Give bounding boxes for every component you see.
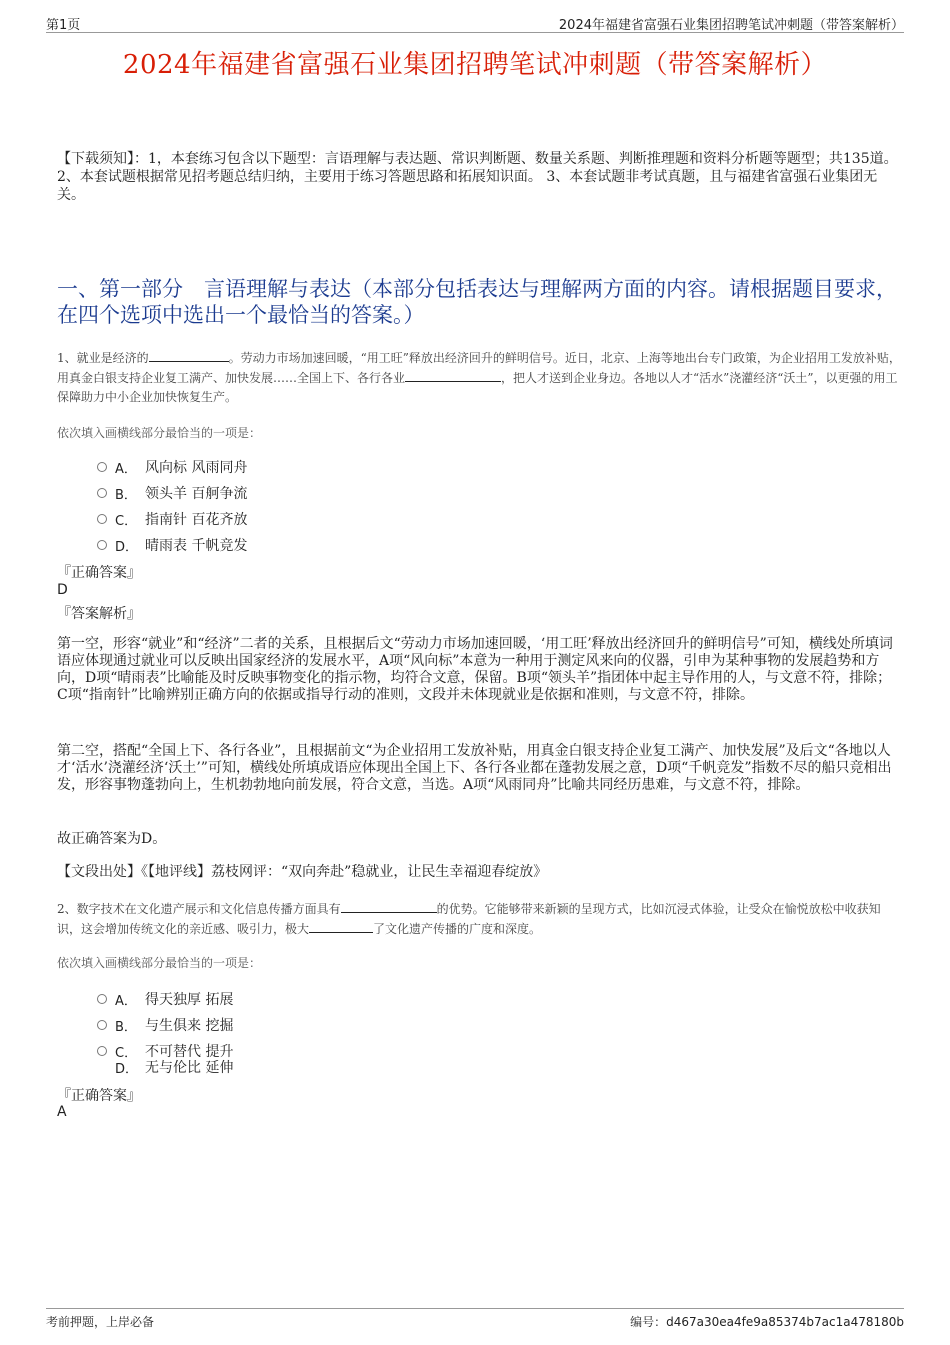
option-text: 领头羊 百舸争流 xyxy=(145,486,248,502)
footer-slogan: 考前押题，上岸必备 xyxy=(46,1315,155,1329)
radio-icon[interactable] xyxy=(97,462,107,472)
footer-code xyxy=(630,1313,904,1330)
analysis-paragraph-1: 第一空，形容“就业”和“经济”二者的关系，且根据后文“劳动力市场加速回暖，‘用工旺’释放出经济回升的鲜明信号”可知，横线处所填词语应体现通过就业可以反映出国家经济的发展水平，A项“风向标”本意为一种用于测定风来向的仪器，引申为某种事物的发展趋势和方向，D项“晴雨表”比喻能及时反映事物变化的指示物，均符合文意，保留。B项“领头羊”指团体中起主导作用的人，与文意不符，排除；C项“指南针”比喻辨别正确方向的依据或指导行动的准则，文段并未体现就业是依据和准则，与文意不符，排除。 xyxy=(57,636,893,703)
radio-icon[interactable] xyxy=(97,488,107,498)
question-1-option-a[interactable] xyxy=(97,457,247,477)
question-2-part-2: 的优势。它能够带来新颖的呈现方式，比如沉浸式体验，让受众在愉悦放松中收获知识，这会增加传统文化的亲近感、吸引力，极大 xyxy=(57,902,881,936)
radio-icon[interactable] xyxy=(97,1046,107,1056)
correct-answer: A xyxy=(57,1104,67,1120)
option-letter: B． xyxy=(115,487,137,503)
question-1-prompt: 依次填入画横线部分最恰当的一项是： xyxy=(57,426,262,440)
footer-code-label: 编号： xyxy=(630,1315,667,1329)
question-2-prompt: 依次填入画横线部分最恰当的一项是： xyxy=(57,956,262,970)
question-2-text xyxy=(57,899,902,939)
option-text: 不可替代 提升 xyxy=(145,1044,234,1060)
answer-blank xyxy=(149,348,229,362)
question-1-option-b[interactable] xyxy=(97,483,247,503)
header-doc-title: 2024年福建省富强石业集团招聘笔试冲刺题（带答案解析） xyxy=(558,18,904,33)
answer-blank xyxy=(341,899,437,913)
option-letter: A． xyxy=(115,461,137,477)
question-2-option-b[interactable] xyxy=(97,1015,233,1035)
header-divider xyxy=(46,32,904,33)
option-text: 晴雨表 千帆竞发 xyxy=(145,538,248,554)
question-2-part-1: 2、数字技术在文化遗产展示和文化信息传播方面具有 xyxy=(57,902,341,916)
question-1-part-1: 1、就业是经济的 xyxy=(57,351,149,365)
correct-answer-label: 『正确答案』 xyxy=(57,1088,141,1104)
answer-blank xyxy=(405,368,501,382)
footer-code-value: d467a30ea4fe9a85374b7ac1a478180b xyxy=(666,1315,904,1329)
radio-icon[interactable] xyxy=(97,514,107,524)
option-text: 与生俱来 挖掘 xyxy=(145,1018,234,1034)
option-text: 风向标 风雨同舟 xyxy=(145,460,248,476)
question-1-option-c[interactable] xyxy=(97,509,247,529)
page-title: 2024年福建省富强石业集团招聘笔试冲刺题（带答案解析） xyxy=(122,50,828,80)
option-letter: C． xyxy=(115,1045,138,1061)
section-title: 一、第一部分 言语理解与表达（本部分包括表达与理解两方面的内容。请根据题目要求，在四个选项中选出一个最恰当的答案。） xyxy=(57,277,897,327)
question-1-part-3: ，把人才送到企业身边。各地以人才“活水”浇灌经济“沃土”，以更强的用工保障助力中小企业加快恢复生产。 xyxy=(57,371,898,404)
analysis-conclusion: 故正确答案为D。 xyxy=(57,831,167,847)
source-citation: 【文段出处】《【地评线】荔枝网评：“双向奔赴”稳就业，让民生幸福迎春绽放》 xyxy=(57,864,548,880)
radio-icon[interactable] xyxy=(97,540,107,550)
footer-divider xyxy=(46,1308,904,1309)
option-letter: C． xyxy=(115,513,138,529)
correct-answer-label: 『正确答案』 xyxy=(57,565,141,581)
question-2-option-a[interactable] xyxy=(97,989,233,1009)
option-letter: A． xyxy=(115,993,137,1009)
radio-icon[interactable] xyxy=(97,994,107,1004)
question-1-option-d[interactable] xyxy=(97,535,247,555)
answer-blank xyxy=(309,919,373,933)
option-text: 得天独厚 拓展 xyxy=(145,992,234,1008)
option-letter: D． xyxy=(115,539,139,555)
question-1-text xyxy=(57,348,902,407)
option-letter: D． xyxy=(115,1061,139,1077)
analysis-label: 『答案解析』 xyxy=(57,606,141,622)
radio-icon[interactable] xyxy=(97,1020,107,1030)
option-text: 无与伦比 延伸 xyxy=(145,1060,234,1076)
page-number: 第1页 xyxy=(46,18,81,33)
question-1-part-2: 。劳动力市场加速回暖，“用工旺”释放出经济回升的鲜明信号。近日，北京、上海等地出台专门政策，为企业招用工发放补贴，用真金白银支持企业复工满产、加快发展……全国上下、各行各业 xyxy=(57,351,901,385)
option-letter: B． xyxy=(115,1019,137,1035)
option-text: 指南针 百花齐放 xyxy=(145,512,248,528)
correct-answer: D xyxy=(57,582,68,598)
analysis-paragraph-2: 第二空，搭配“全国上下、各行各业”，且根据前文“为企业招用工发放补贴，用真金白银支持企业复工满产、加快发展”及后文“各地以人才‘活水’浇灌经济‘沃土’”可知，横线处所填成语应体现出全国上下、各行各业都在蓬勃发展之意，D项“千帆竞发”指数不尽的船只竞相出发，形容事物蓬勃向上，生机勃勃地向前发展，符合文意，当选。A项“风雨同舟”比喻共同经历患难，与文意不符，排除。 xyxy=(57,743,892,793)
question-2-part-3: 了文化遗产传播的广度和深度。 xyxy=(373,922,542,936)
question-2-option-d[interactable] xyxy=(97,1057,233,1077)
download-notice: 【下载须知】：1，本套练习包含以下题型：言语理解与表达题、常识判断题、数量关系题、判断推理题和资料分析题等题型；共135道。 2、本套试题根据常见招考题总结归纳，主要用于练习答题思路和拓展知识面。 3、本套试题非考试真题，且与福建省富强石业集团无关。 xyxy=(57,151,898,203)
